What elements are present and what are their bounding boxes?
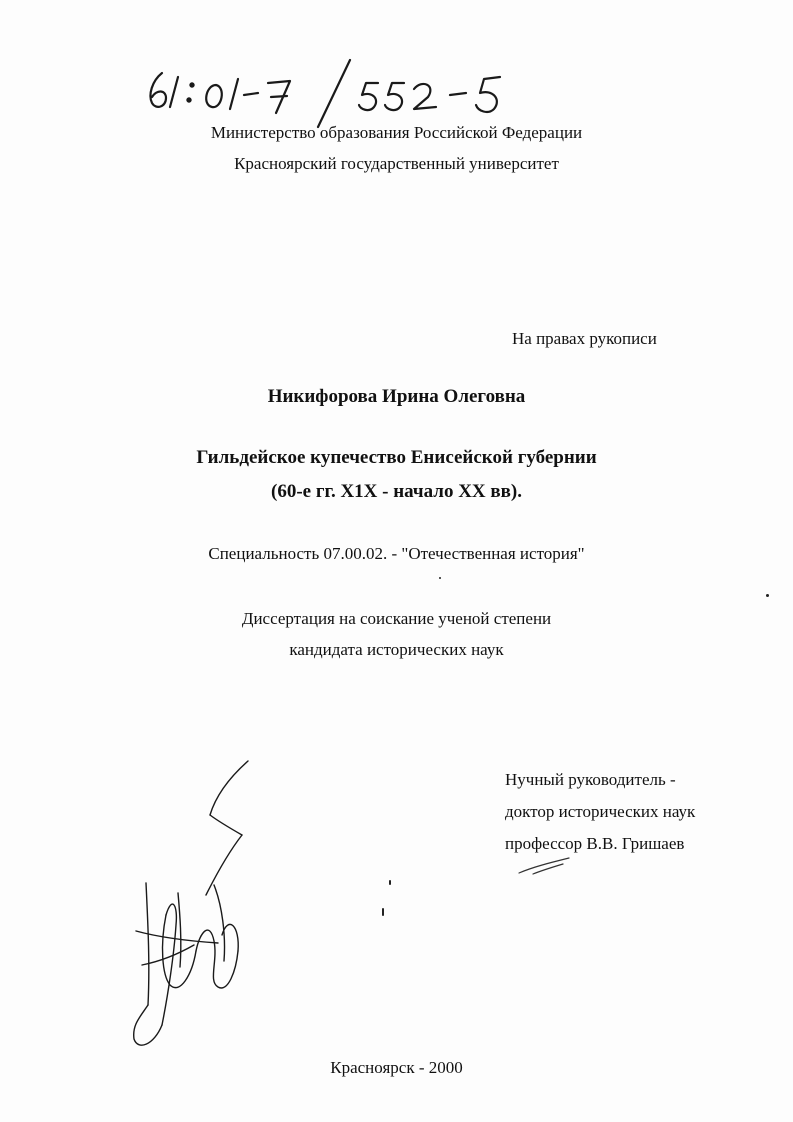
pen-mark	[515, 855, 575, 877]
author-name: Никифорова Ирина Олеговна	[267, 386, 526, 407]
scan-speck	[389, 880, 391, 885]
supervisor-role: Нучный руководитель -	[505, 770, 676, 789]
manuscript-note: На правах рукописи	[512, 329, 657, 348]
title-line-2: (60-е гг. Х1Х - начало ХХ вв).	[271, 481, 522, 502]
handwritten-signature	[118, 755, 268, 1055]
supervisor-name: профессор В.В. Гришаев	[505, 834, 685, 853]
supervisor-degree: доктор исторических наук	[505, 802, 696, 821]
scan-speck	[439, 577, 441, 579]
handwritten-archive-code	[140, 55, 520, 130]
university-line: Красноярский государственный университет	[234, 154, 559, 173]
city-year: Красноярск - 2000	[330, 1058, 463, 1077]
dissertation-line-2: кандидата исторических наук	[289, 640, 504, 659]
ministry-line: Министерство образования Российской Федерации	[210, 123, 583, 142]
scan-speck	[766, 594, 769, 597]
title-line-1: Гильдейское купечество Енисейской губернии	[196, 447, 597, 468]
scan-speck	[382, 908, 384, 916]
specialty-line: Специальность 07.00.02. - "Отечественная история"	[208, 544, 585, 563]
dissertation-line-1: Диссертация на соискание ученой степени	[241, 609, 552, 628]
